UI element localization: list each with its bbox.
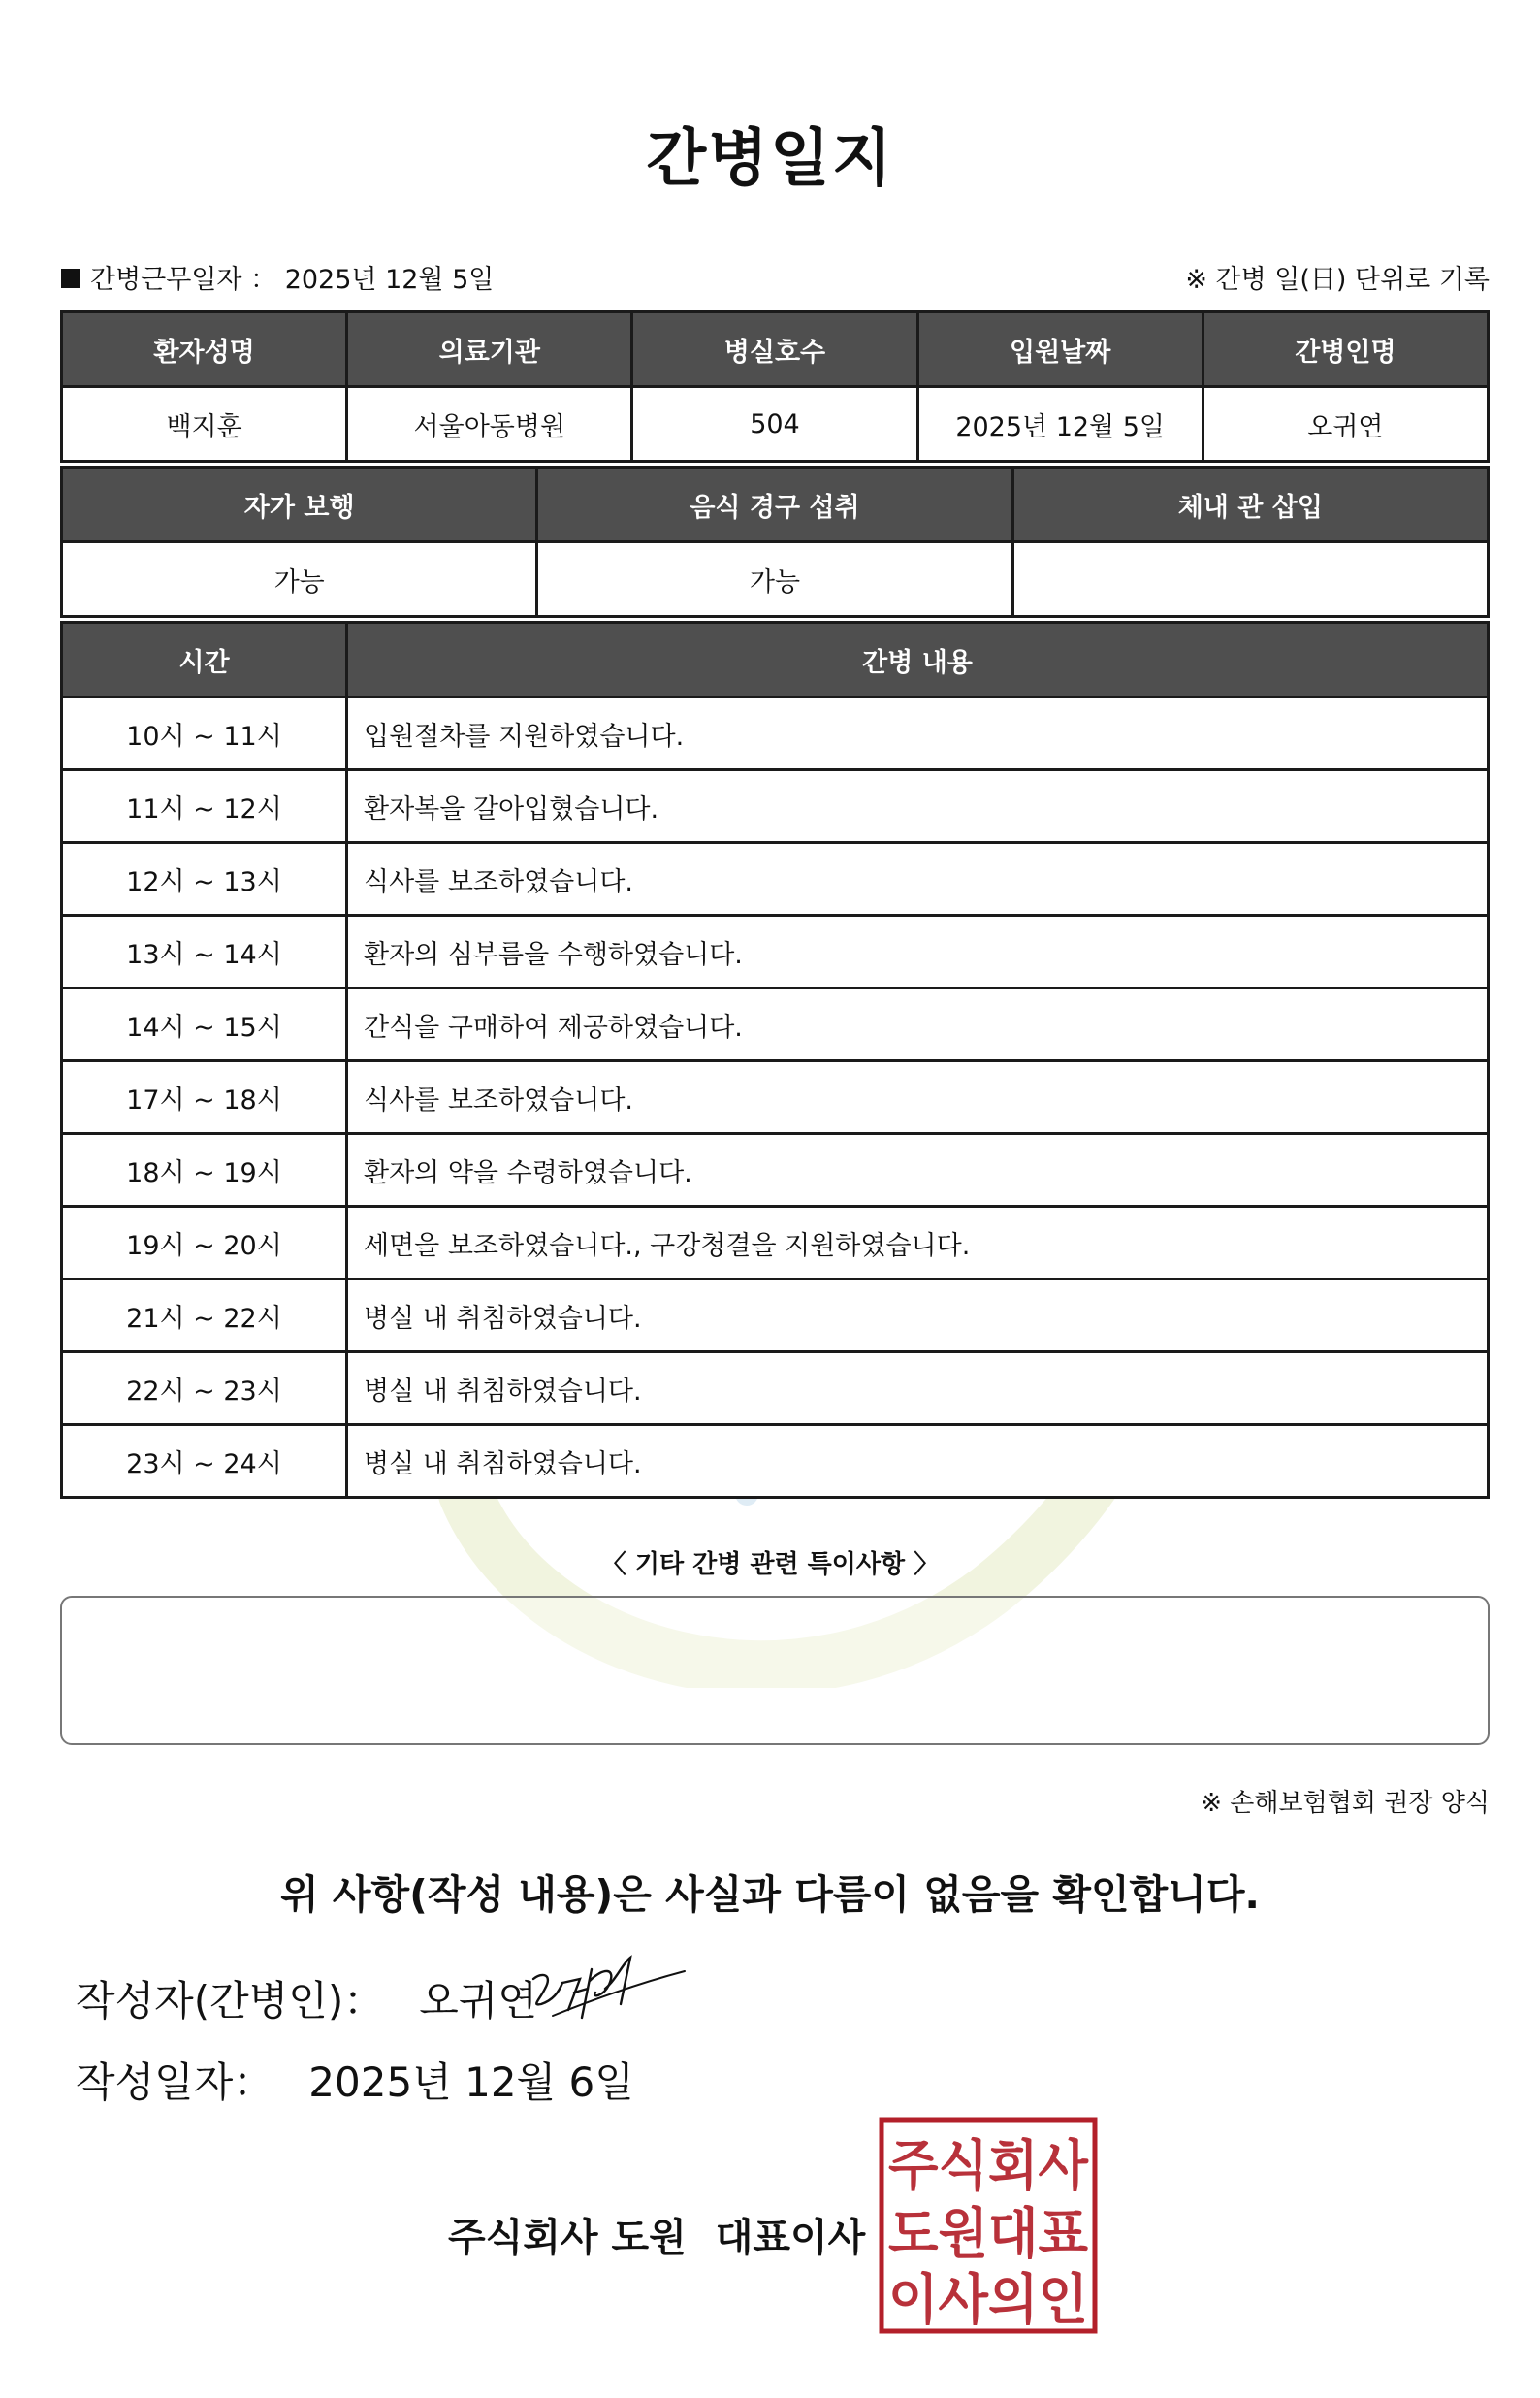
table-row [62,697,1489,770]
record-unit-note: ※ 간병 일(日) 단위로 기록 [1185,265,1490,295]
row-content: 식사를 보조하였습니다. [347,1061,1489,1134]
header-tube-insertion: 체내 관 삽입 [1012,468,1488,542]
tube-insertion-value [1012,542,1488,617]
notes-box [60,1596,1490,1745]
table-row [62,1207,1489,1280]
table-row [62,1352,1489,1425]
row-time: 18시 ~ 19시 [62,1134,347,1207]
notes-title: 〈 기타 간병 관련 특이사항 〉 [600,1550,940,1579]
header-time: 시간 [62,623,347,697]
svg-text:주식회사: 주식회사 [888,2135,1089,2198]
row-content: 입원절차를 지원하였습니다. [347,697,1489,770]
header-room-number: 병실호수 [632,312,917,387]
document-title: 간병일지 [646,123,894,195]
row-time: 19시 ~ 20시 [62,1207,347,1280]
row-content: 병실 내 취침하였습니다. [347,1425,1489,1498]
company-seal [879,2117,1098,2334]
row-content: 간식을 구매하여 제공하였습니다. [347,988,1489,1061]
header-care-content: 간병 내용 [347,623,1489,697]
svg-text:이사의인: 이사의인 [888,2269,1088,2332]
room-number: 504 [632,387,917,462]
work-date: 간병근무일자 ： 2025년 12월 5일 [61,258,494,296]
table-row [62,916,1489,988]
writer-name: 오귀연 [419,1977,537,2025]
header-walking: 자가 보행 [62,468,537,542]
row-time: 14시 ~ 15시 [62,988,347,1061]
table-row [62,1061,1489,1134]
row-time: 21시 ~ 22시 [62,1280,347,1352]
row-content: 식사를 보조하였습니다. [347,843,1489,916]
care-log-table [60,621,1490,1499]
walking-value: 가능 [62,542,537,617]
company-line [448,2207,865,2262]
representative-title: 대표이사 [715,2216,866,2260]
table-row [62,1134,1489,1207]
row-time: 23시 ~ 24시 [62,1425,347,1498]
header-caregiver-name: 간병인명 [1203,312,1488,387]
header-institution: 의료기관 [347,312,632,387]
header-oral-intake: 음식 경구 섭취 [537,468,1012,542]
header-patient-name: 환자성명 [62,312,347,387]
patient-status-table [60,466,1490,618]
patient-info-table [60,310,1490,463]
svg-text:도원대표: 도원대표 [888,2203,1088,2266]
date-label: 작성일자： [76,2058,274,2106]
row-time: 13시 ~ 14시 [62,916,347,988]
row-time: 12시 ~ 13시 [62,843,347,916]
table-row [62,1425,1489,1498]
patient-name: 백지훈 [62,387,347,462]
row-content: 병실 내 취침하였습니다. [347,1352,1489,1425]
admission-date: 2025년 12월 5일 [917,387,1203,462]
date-line [76,2051,634,2109]
table-row [62,770,1489,843]
row-time: 17시 ~ 18시 [62,1061,347,1134]
confirmation-statement: 위 사항(작성 내용)은 사실과 다름이 없음을 확인합니다. [279,1871,1261,1918]
company-name: 주식회사 도원 [448,2216,687,2260]
row-time: 10시 ~ 11시 [62,697,347,770]
writer-label: 작성자(간병인)： [76,1977,385,2025]
header-admission-date: 입원날짜 [917,312,1203,387]
caregiver-name: 오귀연 [1203,387,1488,462]
row-time: 11시 ~ 12시 [62,770,347,843]
table-row [62,843,1489,916]
row-content: 병실 내 취침하였습니다. [347,1280,1489,1352]
date-value: 2025년 12월 6일 [308,2058,634,2106]
handwritten-signature [524,1950,689,2039]
table-row [62,988,1489,1061]
row-content: 세면을 보조하였습니다., 구강청결을 지원하였습니다. [347,1207,1489,1280]
oral-intake-value: 가능 [537,542,1012,617]
form-source-note: ※ 손해보험협회 권장 양식 [1201,1789,1490,1818]
row-content: 환자의 약을 수령하였습니다. [347,1134,1489,1207]
table-row [62,1280,1489,1352]
row-time: 22시 ~ 23시 [62,1352,347,1425]
row-content: 환자복을 갈아입혔습니다. [347,770,1489,843]
black-square-icon [61,269,80,288]
institution: 서울아동병원 [347,387,632,462]
writer-line [76,1969,537,2027]
row-content: 환자의 심부름을 수행하였습니다. [347,916,1489,988]
